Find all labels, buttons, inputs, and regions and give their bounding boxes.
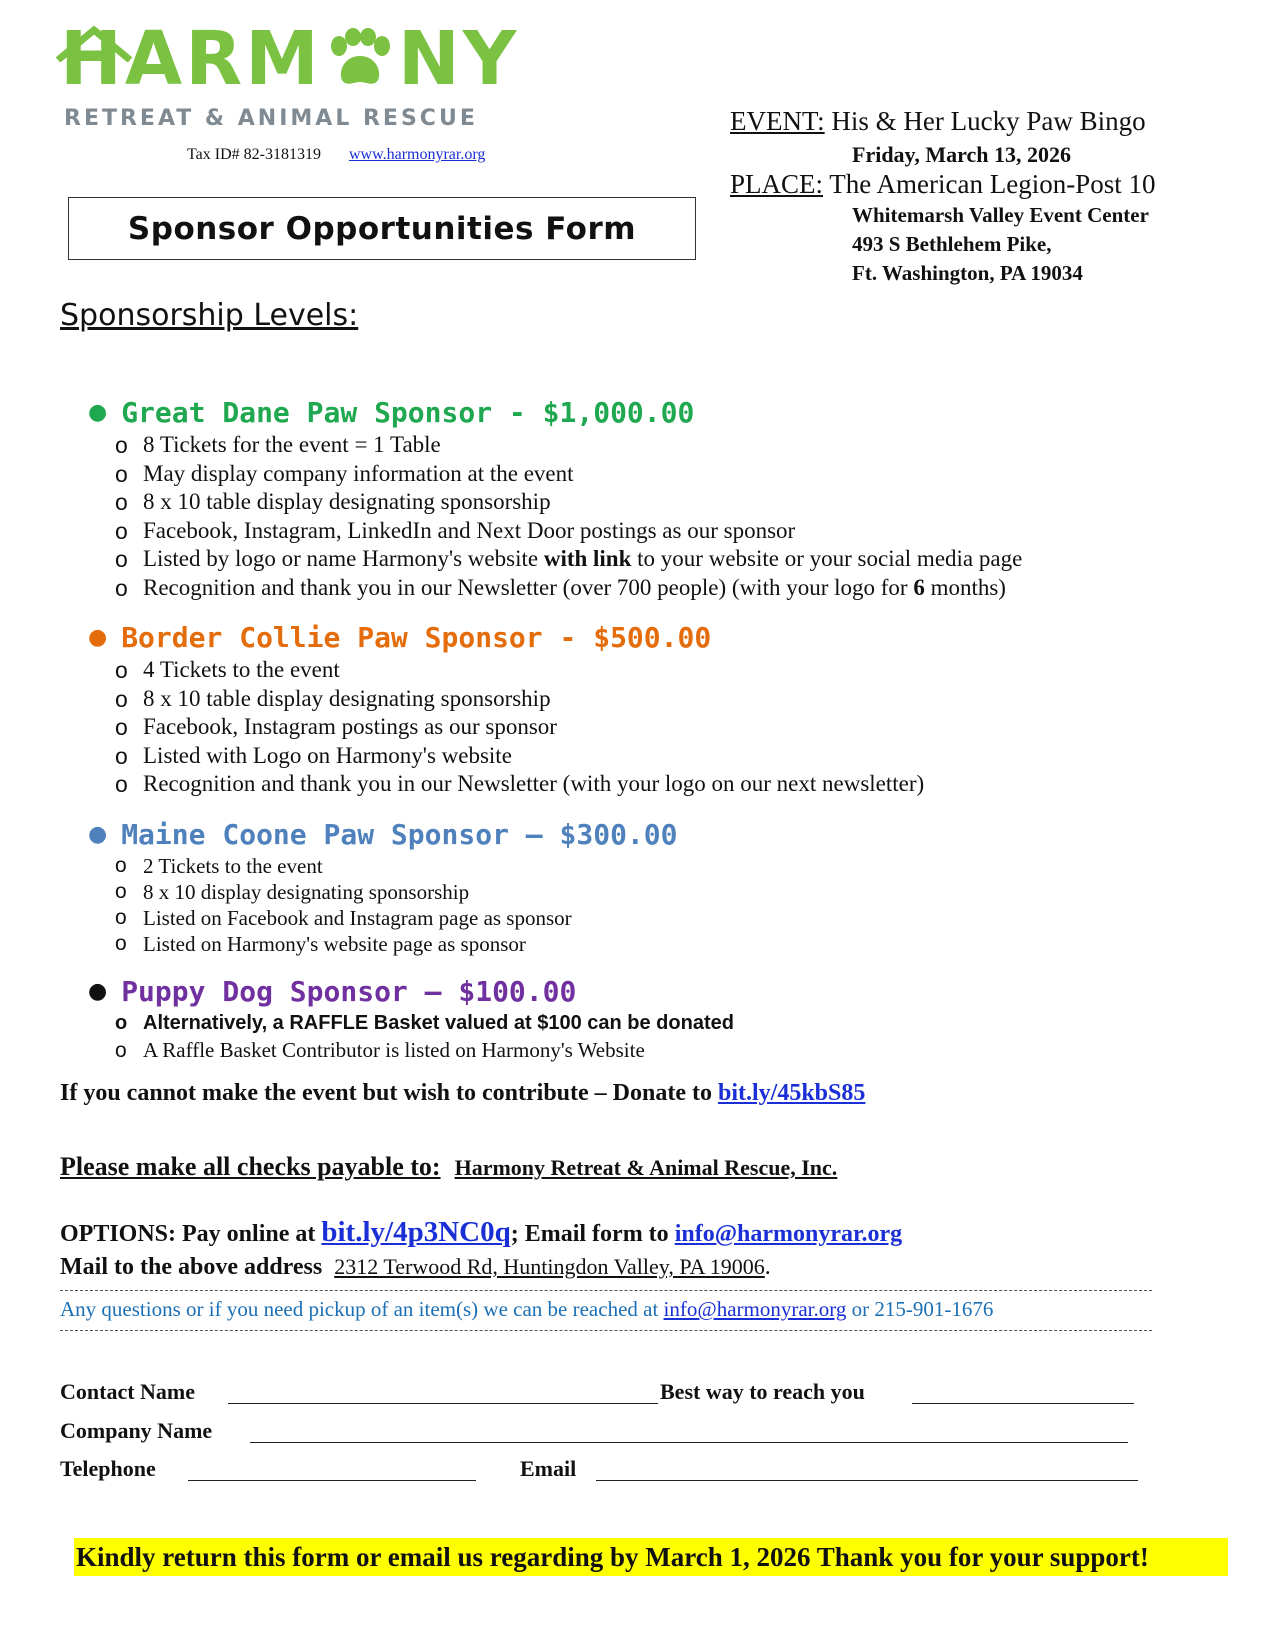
event-line xyxy=(730,106,1146,137)
mail-line xyxy=(60,1254,771,1281)
text-part: Recognition and thank you in our Newsletter (over 700 people) (with your logo for xyxy=(143,574,914,600)
telephone-field[interactable] xyxy=(188,1480,476,1481)
questions-phone: or 215-901-1676 xyxy=(846,1297,994,1321)
address-line-2: 493 S Bethlehem Pike, xyxy=(852,232,1052,256)
contact-name-label: Contact Name xyxy=(60,1379,196,1404)
list-item xyxy=(115,574,1022,603)
tier-great-dane-benefits xyxy=(115,431,1022,602)
tax-id: Tax ID# 82-3181319 xyxy=(187,146,321,163)
list-item: o Listed with Logo on Harmony's website xyxy=(115,742,924,771)
logo-part-ny: NY xyxy=(397,16,520,102)
tier-maine-coone xyxy=(88,818,678,851)
telephone-label: Telephone xyxy=(60,1456,156,1481)
place-line xyxy=(730,169,1155,200)
checks-label: Please make all checks payable to: xyxy=(60,1152,441,1181)
list-item: o 4 Tickets to the event xyxy=(115,656,924,685)
options-line xyxy=(60,1216,902,1249)
contribute-line xyxy=(60,1080,865,1107)
address-line-3: Ft. Washington, PA 19034 xyxy=(852,261,1083,285)
place-name: The American Legion-Post 10 xyxy=(829,169,1156,199)
tier-border-collie xyxy=(88,621,711,654)
questions-text: Any questions or if you need pickup of an item(s) we can be reached at xyxy=(60,1297,664,1321)
text-part: months) xyxy=(924,574,1006,600)
contact-name-field[interactable] xyxy=(228,1403,658,1404)
email-form-link[interactable]: info@harmonyrar.org xyxy=(674,1221,903,1247)
footer-thank-you: Kindly return this form or email us regarding by March 1, 2026 Thank you for your support! xyxy=(76,1542,1149,1572)
tier-maine-coone-benefits xyxy=(115,853,572,957)
bullet-icon: ● xyxy=(88,400,108,425)
sponsorship-levels-heading: Sponsorship Levels: xyxy=(60,298,359,333)
email-label: Email xyxy=(520,1456,577,1481)
list-item: o 2 Tickets to the event xyxy=(115,853,572,879)
text-part: to your website or your social media page xyxy=(631,546,1023,571)
options-prefix: OPTIONS: Pay online at xyxy=(60,1221,322,1247)
mail-suffix: . xyxy=(764,1254,771,1280)
form-title: Sponsor Opportunities Form xyxy=(68,197,696,260)
contribute-text: If you cannot make the event but wish to contribute – Donate to xyxy=(60,1080,718,1106)
email-field[interactable] xyxy=(596,1480,1138,1481)
tax-id-line xyxy=(187,146,485,164)
list-item: o Facebook, Instagram, LinkedIn and Next Door postings as our sponsor xyxy=(115,517,1022,546)
list-item: o Recognition and thank you in our Newsletter (with your logo on our next newsletter) xyxy=(115,770,924,799)
mail-prefix: Mail to the above address xyxy=(60,1254,329,1280)
pay-online-link[interactable]: bit.ly/4p3NC0q xyxy=(321,1216,511,1248)
place-label: PLACE: xyxy=(730,169,824,199)
bullet-icon: ● xyxy=(88,625,108,650)
bullet-icon: ● xyxy=(88,979,108,1004)
tier-great-dane xyxy=(88,396,694,429)
tier-title: Great Dane Paw Sponsor - $1,000.00 xyxy=(121,396,695,429)
checks-payable-line xyxy=(60,1152,837,1182)
company-name-field[interactable] xyxy=(250,1442,1128,1443)
list-item: o 8 x 10 table display designating sponsorship xyxy=(115,685,924,714)
payee-name: Harmony Retreat & Animal Rescue, Inc. xyxy=(454,1155,838,1180)
tier-puppy-dog-benefits xyxy=(115,1010,734,1064)
list-item: o Listed on Harmony's website page as sponsor xyxy=(115,931,572,957)
options-middle: ; Email form to xyxy=(510,1221,675,1247)
text-part: Listed by logo or name Harmony's website xyxy=(143,546,544,571)
divider-bottom xyxy=(60,1330,1152,1331)
list-item: o A Raffle Basket Contributor is listed on Harmony's Website xyxy=(115,1037,734,1064)
questions-email-link[interactable]: info@harmonyrar.org xyxy=(663,1297,847,1321)
list-item: o 8 x 10 display designating sponsorship xyxy=(115,879,572,905)
bold-part: 6 xyxy=(913,574,925,600)
website-link[interactable]: www.harmonyrar.org xyxy=(348,146,486,163)
tier-title: Border Collie Paw Sponsor - $500.00 xyxy=(121,621,712,654)
mail-address: 2312 Terwood Rd, Huntingdon Valley, PA 19006 xyxy=(334,1254,765,1279)
list-item: o 8 Tickets for the event = 1 Table xyxy=(115,431,1022,460)
best-way-label: Best way to reach you xyxy=(660,1379,865,1404)
questions-line xyxy=(60,1297,993,1322)
list-item xyxy=(115,545,1022,574)
house-roof-icon xyxy=(56,26,132,62)
best-way-field[interactable] xyxy=(912,1403,1134,1404)
list-item: o Facebook, Instagram postings as our sponsor xyxy=(115,713,924,742)
tier-title: Puppy Dog Sponsor – $100.00 xyxy=(121,975,577,1008)
list-item: o Listed on Facebook and Instagram page as sponsor xyxy=(115,905,572,931)
tier-border-collie-benefits xyxy=(115,656,924,799)
bullet-icon: ● xyxy=(88,822,108,847)
tier-title: Maine Coone Paw Sponsor – $300.00 xyxy=(121,818,678,851)
company-name-label: Company Name xyxy=(60,1418,213,1443)
paw-print-icon xyxy=(322,28,398,90)
address-line-1: Whitemarsh Valley Event Center xyxy=(852,203,1149,227)
logo-part-harm: HARM xyxy=(60,16,322,102)
event-date: Friday, March 13, 2026 xyxy=(852,142,1071,167)
tier-puppy-dog xyxy=(88,975,576,1008)
logo-tagline: RETREAT & ANIMAL RESCUE xyxy=(64,106,478,131)
list-item: o 8 x 10 table display designating sponsorship xyxy=(115,488,1022,517)
bold-part: with link xyxy=(543,546,632,571)
list-item: o Alternatively, a RAFFLE Basket valued at $100 can be donated xyxy=(115,1010,734,1037)
divider-top xyxy=(60,1290,1152,1291)
list-item: o May display company information at the event xyxy=(115,460,1022,489)
event-name: His & Her Lucky Paw Bingo xyxy=(831,106,1146,136)
donate-link[interactable]: bit.ly/45kbS85 xyxy=(717,1080,866,1106)
event-label: EVENT: xyxy=(730,106,825,136)
